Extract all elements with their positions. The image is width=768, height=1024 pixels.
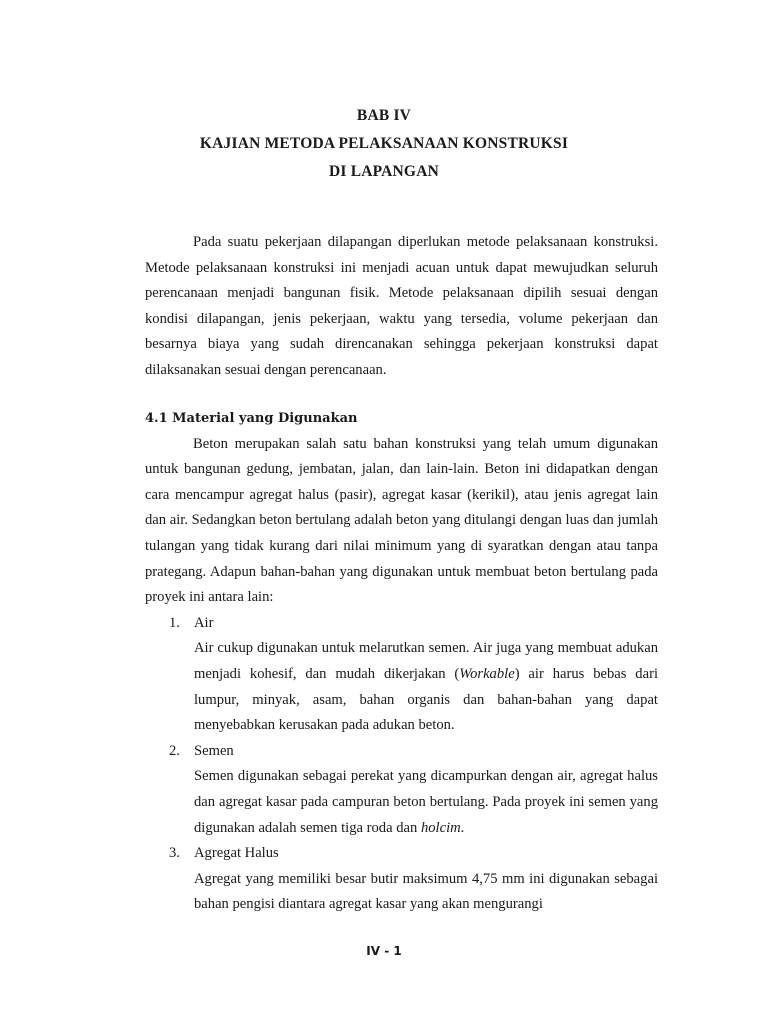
list-item-title: Air bbox=[194, 614, 214, 631]
list-item-agregat-halus bbox=[145, 841, 658, 918]
intro-paragraph: Pada suatu pekerjaan dilapangan diperlukan metode pelaksanaan konstruksi. Metode pelaksanaan konstruksi ini menjadi acuan untuk dapat mewujudkan seluruh perencanaan menjadi bangunan fisik. Metode pelaksanaan dipilih sesuai dengan kondisi dilapangan, jenis pekerjaan, waktu yang tersedia, volume pekerjaan dan besarnya biaya yang sudah direncanakan sehingga pekerjaan konstruksi dapat dilaksanakan sesuai dengan perencanaan. bbox=[145, 234, 658, 378]
page-number: IV - 1 bbox=[366, 944, 402, 958]
list-item-number: 2. bbox=[169, 742, 180, 759]
list-item-italic-term: holcim bbox=[420, 819, 461, 836]
list-item-air bbox=[145, 611, 658, 739]
section-paragraph: Beton merupakan salah satu bahan konstruksi yang telah umum digunakan untuk bangunan gedung, jembatan, jalan, dan lain-lain. Beton ini didapatkan dengan cara mencampur agregat halus (pasir), agregat kasar (kerikil), atau jenis agregat lain dan air. Sedangkan beton bertulang adalah beton yang ditulangi dengan luas dan jumlah tulangan yang tidak kurang dari nilai minimum yang di syaratkan dengan atau tanpa prategang. Adapun bahan-bahan yang digunakan untuk membuat beton bertulang pada proyek ini antara lain: bbox=[145, 435, 658, 606]
list-item-italic-term: Workable bbox=[459, 665, 515, 682]
chapter-label: BAB IV bbox=[356, 107, 412, 124]
list-item-title: Agregat Halus bbox=[194, 845, 279, 862]
list-item-text: ) air harus bebas dari lumpur, minyak, asam, bahan organis dan bahan-bahan yang dapat menyebabkan kerusakan pada adukan beton. bbox=[194, 665, 658, 734]
chapter-title-line-1: KAJIAN METODA PELAKSANAAN KONSTRUKSI bbox=[199, 135, 569, 152]
intro-section bbox=[145, 230, 658, 384]
chapter-title-block bbox=[0, 102, 768, 186]
chapter-title-line-2: DI LAPANGAN bbox=[329, 163, 439, 180]
list-item-semen bbox=[145, 739, 658, 841]
list-item-body bbox=[194, 764, 658, 841]
list-item-text: Agregat yang memiliki besar butir maksimum 4,75 mm ini digunakan sebagai bahan pengisi diantara agregat kasar yang akan mengurangi bbox=[194, 870, 658, 913]
list-item-number: 1. bbox=[169, 614, 180, 631]
list-item-body bbox=[194, 867, 658, 918]
section-heading: 4.1 Material yang Digunakan bbox=[145, 411, 358, 426]
list-item-text: . bbox=[460, 819, 465, 836]
list-item-title: Semen bbox=[194, 742, 234, 759]
list-item-number: 3. bbox=[169, 845, 180, 862]
list-item-text: Semen digunakan sebagai perekat yang dicampurkan dengan air, agregat halus dan agregat kasar pada campuran beton bertulang. Pada proyek ini semen yang digunakan adalah semen tiga roda dan bbox=[194, 768, 658, 836]
section-material bbox=[145, 406, 658, 918]
list-item-body bbox=[194, 636, 658, 738]
list-item-text: Air cukup digunakan untuk melarutkan semen. Air juga yang membuat adukan menjadi kohesif, dan mudah dikerjakan ( bbox=[194, 640, 658, 682]
materials-list bbox=[145, 611, 658, 918]
